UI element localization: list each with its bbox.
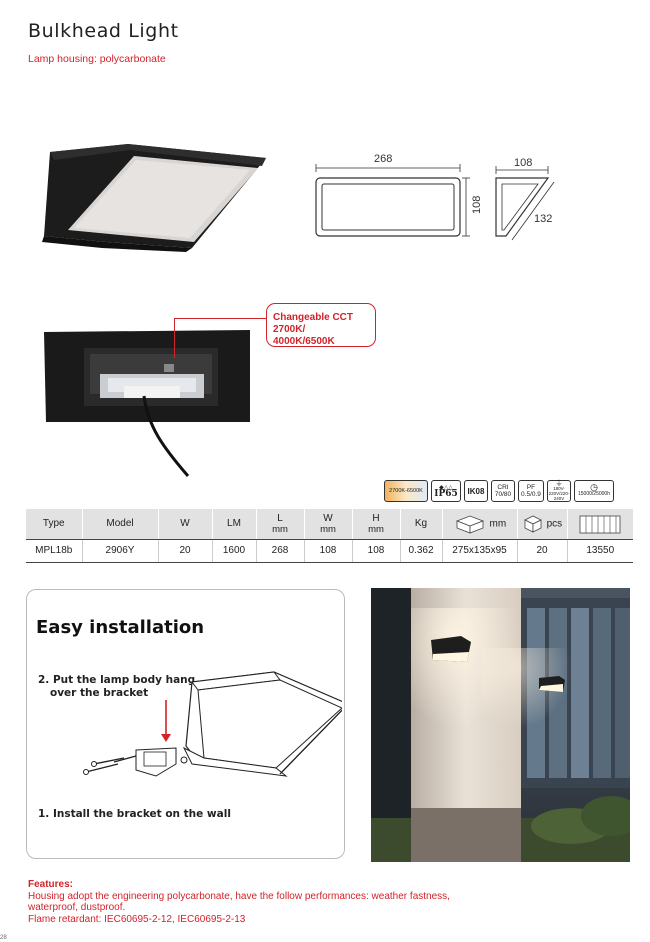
front-dimension-drawing	[310, 148, 490, 240]
cell-weight: 0.362	[400, 539, 442, 562]
cri-value: 70/80	[494, 491, 512, 498]
col-width: W mm	[304, 509, 352, 539]
spec-table	[26, 509, 633, 563]
features-line-3: Flame retardant: IEC60695-2-12, IEC60695-2-13	[28, 913, 246, 925]
cell-width: 108	[304, 539, 352, 562]
installation-title: Easy installation	[36, 617, 205, 638]
install-step-2: 2. Put the lamp body hang over the bracket	[38, 674, 196, 699]
cell-container: 13550	[567, 539, 633, 562]
cri-label: CRI	[497, 484, 509, 491]
width-dimension: 108	[514, 157, 533, 169]
cri-badge	[491, 480, 515, 502]
col-lumen: LM	[212, 509, 256, 539]
lifestyle-photo	[371, 588, 630, 862]
col-weight: Kg	[400, 509, 442, 539]
spec-badges	[384, 480, 614, 502]
cell-carton: 275x135x95	[442, 539, 517, 562]
lifetime-value: 15000/25000h	[578, 491, 610, 497]
cell-length: 268	[256, 539, 304, 562]
cct-callout-line2: 2700K/ 4000K/6500K	[273, 324, 335, 347]
plug-icon: ⏚	[555, 479, 563, 488]
col-pcs: pcs	[517, 509, 567, 539]
features-section	[28, 879, 628, 925]
side-dimension-drawing	[490, 150, 570, 242]
col-height: H mm	[352, 509, 400, 539]
clock-icon: ◷	[590, 482, 598, 492]
cct-callout	[266, 303, 376, 347]
table-header-row	[26, 509, 633, 539]
height-dimension: 108	[471, 195, 483, 214]
cell-watt: 20	[158, 539, 212, 562]
pf-value: 0.5/0.9	[521, 491, 541, 498]
col-length: L mm	[256, 509, 304, 539]
col-model: Model	[82, 509, 158, 539]
table-row	[26, 539, 633, 562]
cct-callout-line1: Changeable CCT	[273, 312, 354, 323]
container-icon	[578, 513, 622, 535]
length-dimension: 268	[374, 153, 393, 165]
cell-lumen: 1600	[212, 539, 256, 562]
ip-rating: IP65	[434, 489, 458, 499]
ip-badge	[431, 480, 461, 502]
col-container	[567, 509, 633, 539]
pf-label: PF	[526, 484, 536, 491]
page-subtitle: Lamp housing: polycarbonate	[28, 53, 166, 65]
callout-leader-line	[174, 318, 266, 319]
package-icon	[522, 514, 544, 534]
product-back-image	[38, 326, 254, 482]
voltage-badge	[547, 480, 571, 502]
page-number: 28	[0, 935, 7, 941]
installation-diagram	[80, 664, 342, 794]
callout-leader-vertical	[174, 318, 175, 358]
ik-badge: IK08	[464, 480, 488, 502]
cct-badge: 2700K-6500K	[384, 480, 428, 502]
features-line-2: waterproof, dustproof.	[28, 902, 126, 913]
cell-height: 108	[352, 539, 400, 562]
features-line-1: Housing adopt the engineering polycarbonate, have the follow performances: weather fastness,	[28, 890, 450, 902]
diagonal-dimension: 132	[534, 213, 553, 225]
product-front-image	[36, 138, 268, 254]
cell-model: 2906Y	[82, 539, 158, 562]
lifetime-badge	[574, 480, 614, 502]
ip-symbols-icon: ◆△△	[439, 484, 453, 491]
features-label: Features:	[28, 879, 74, 890]
col-type: Type	[26, 509, 82, 539]
voltage-value: 180V-220V/220-240V	[548, 486, 570, 501]
cell-pcs: 20	[517, 539, 567, 562]
cell-type: MPL18b	[26, 539, 82, 562]
page-title: Bulkhead Light	[28, 20, 179, 42]
col-watt: W	[158, 509, 212, 539]
pf-badge	[518, 480, 544, 502]
col-carton: mm	[442, 509, 517, 539]
carton-box-icon	[453, 514, 487, 534]
install-step-1: 1. Install the bracket on the wall	[38, 808, 231, 820]
